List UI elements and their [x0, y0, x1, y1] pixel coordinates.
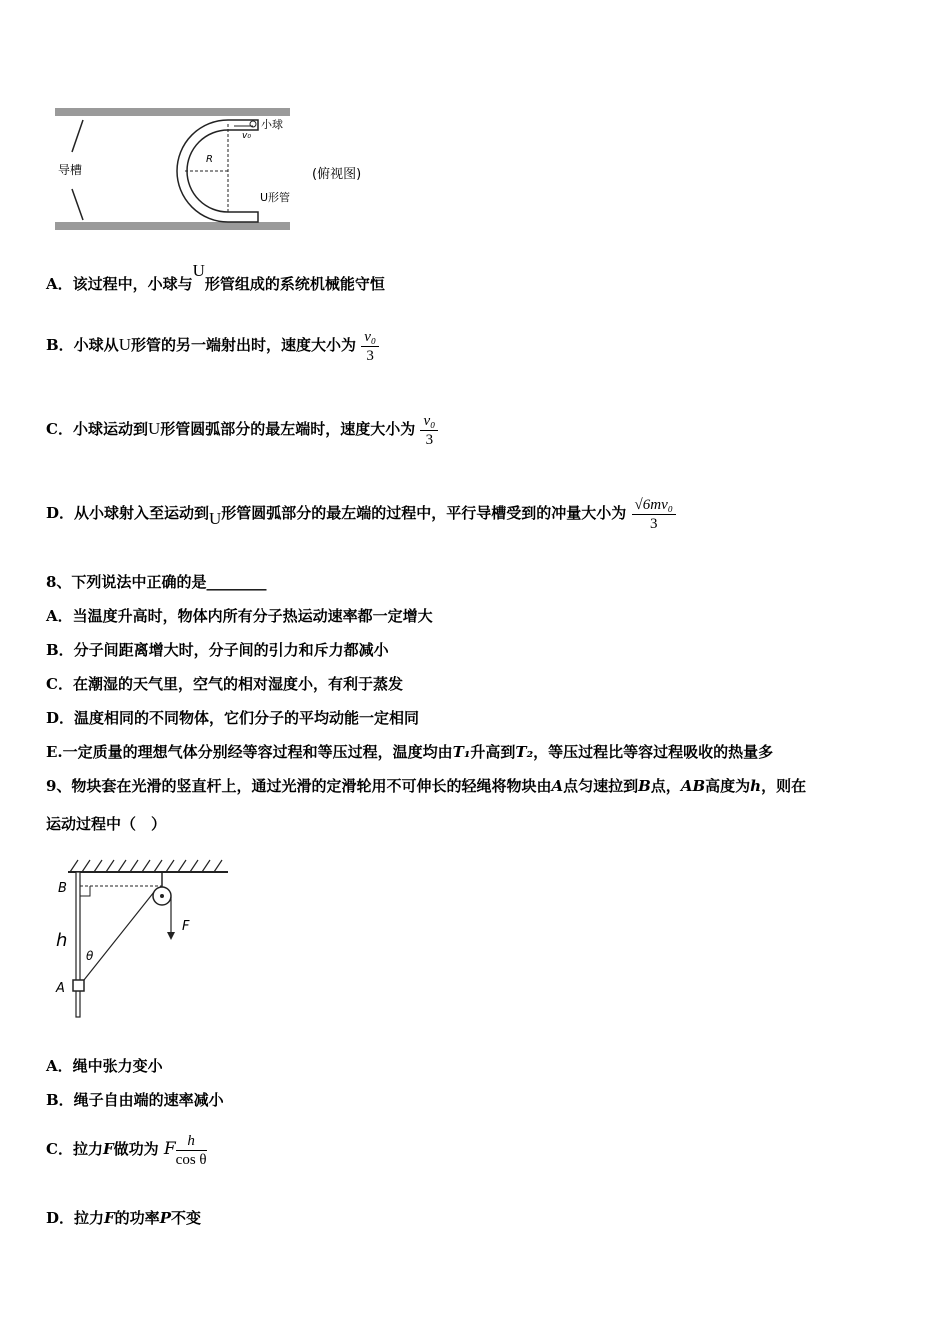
- q8-option-e-text-2: 升高到: [470, 743, 516, 761]
- q9-option-c-f2: F: [163, 1139, 176, 1159]
- groove-top-wall: [55, 108, 290, 116]
- q9-option-c-mid: 做功为: [113, 1140, 159, 1158]
- groove-pointer-upper: [72, 120, 83, 152]
- tube-label: U形管: [260, 191, 291, 204]
- q9-stem-ab: AB: [680, 777, 706, 795]
- groove-bottom-wall: [55, 222, 290, 230]
- q7-option-d-u: U: [209, 509, 222, 528]
- q8-stem: 8、下列说法中正确的是________: [46, 573, 267, 591]
- q9-option-c-prefix: C．拉力: [46, 1140, 103, 1158]
- q9-stem-text-5: ，则在: [761, 777, 807, 795]
- block: [73, 980, 84, 991]
- q7-option-a-suffix: 形管组成的系统机械能守恒: [204, 275, 385, 293]
- q9-option-d-p: P: [159, 1209, 171, 1227]
- q7-option-c-denominator: 3: [425, 431, 434, 448]
- q7-option-b-prefix: B．小球从: [46, 336, 119, 354]
- q9-stem-text-1: 9、物块套在光滑的竖直杆上，通过光滑的定滑轮用不可伸长的轻绳将物块由: [46, 777, 552, 795]
- q8-option-a: A．当温度升高时，物体内所有分子热运动速率都一定增大: [46, 607, 433, 625]
- q9-option-b: B．绳子自由端的速率减小: [46, 1091, 224, 1109]
- q9-stem-text-3: 点，: [650, 777, 681, 795]
- q8-option-e-text-1: E.一定质量的理想气体分别经等容过程和等压过程，温度均由: [46, 743, 453, 761]
- q7-option-b-numerator: v₀: [361, 328, 379, 347]
- q9-option-d: [46, 1208, 201, 1228]
- q8-option-e-t1: T₁: [452, 743, 471, 761]
- rope-incline: [80, 892, 154, 985]
- q8-option-e: [46, 742, 773, 762]
- q8-option-b: B．分子间距离增大时，分子间的引力和斥力都减小: [46, 641, 389, 659]
- q8-option-d: D．温度相同的不同物体，它们分子的平均动能一定相同: [46, 709, 420, 727]
- label-theta: θ: [86, 949, 94, 963]
- q9-option-d-prefix: D．拉力: [46, 1209, 105, 1227]
- q8-option-c: C．在潮湿的天气里，空气的相对湿度小，有利于蒸发: [46, 675, 403, 693]
- q7-option-d-suffix: 形管圆弧部分的最左端的过程中，平行导槽受到的冲量大小为: [221, 504, 627, 522]
- q7-option-d-denominator: 3: [650, 515, 658, 532]
- q7-option-d-numerator: √6mv₀: [632, 496, 676, 515]
- q7-option-c-suffix: 形管圆弧部分的最左端时，速度大小为: [160, 420, 416, 438]
- vertical-rod: [76, 872, 80, 1017]
- q7-option-c-fraction: [420, 412, 438, 449]
- q7-option-c-prefix: C．小球运动到: [46, 420, 148, 438]
- q7-option-b-denominator: 3: [366, 347, 374, 364]
- q9-option-c-denominator: cos θ: [175, 1151, 207, 1168]
- ceiling-hatch: [70, 860, 222, 872]
- q9-stem-text-2: 点匀速拉到: [563, 777, 639, 795]
- q7-option-b-u: U: [118, 335, 131, 354]
- q9-stem-line1: [46, 776, 806, 796]
- label-a: A: [56, 981, 65, 996]
- q7-option-d-prefix: D．从小球射入至运动到: [46, 504, 210, 522]
- q7-option-a-prefix: A．该过程中，小球与: [46, 275, 193, 293]
- q9-stem-text-4: 高度为: [705, 777, 751, 795]
- q7-option-d-fraction: [632, 496, 676, 533]
- q7-option-a: [46, 261, 385, 294]
- view-label: (俯视图): [312, 167, 362, 182]
- radius-label: R: [206, 154, 213, 165]
- velocity-label: v₀: [242, 131, 251, 141]
- q7-option-c-u: U: [147, 419, 161, 438]
- label-f: F: [182, 919, 190, 934]
- q7-option-c-numerator: v₀: [420, 412, 438, 431]
- q9-option-d-suffix: 不变: [170, 1209, 201, 1227]
- q8-option-e-text-3: ，等压过程比等容过程吸收的热量多: [533, 743, 774, 761]
- groove-pointer-lower: [72, 189, 83, 220]
- q9-option-c: [46, 1126, 207, 1172]
- pulley-axle: [160, 894, 164, 898]
- ball-label: 小球: [261, 118, 283, 131]
- q9-stem-a: A: [551, 777, 564, 795]
- q9-stem-b: B: [638, 777, 651, 795]
- pulley-figure: [48, 852, 238, 1022]
- q7-option-b: [46, 322, 379, 368]
- q9-option-d-f: F: [104, 1209, 115, 1227]
- q9-option-a: A．绳中张力变小: [46, 1057, 163, 1075]
- q7-option-a-u: U: [192, 261, 205, 280]
- u-tube-figure: [50, 104, 390, 234]
- q9-option-c-f: F: [102, 1140, 114, 1158]
- q9-stem-h: h: [750, 777, 762, 795]
- q7-option-d: [46, 490, 676, 536]
- label-h: h: [56, 930, 68, 951]
- q7-option-b-fraction: [361, 328, 379, 365]
- q7-option-b-suffix: 形管的另一端射出时，速度大小为: [130, 336, 356, 354]
- q7-option-c: [46, 406, 438, 452]
- q9-option-c-fraction: [176, 1132, 207, 1169]
- right-angle-mark: [80, 886, 90, 896]
- q9-option-c-numerator: h: [176, 1132, 207, 1151]
- q8-option-e-t2: T₂: [515, 743, 534, 761]
- q9-option-d-mid: 的功率: [114, 1209, 160, 1227]
- groove-label: 导槽: [58, 163, 83, 177]
- force-arrowhead: [167, 932, 175, 940]
- label-b: B: [58, 881, 67, 896]
- q9-stem-line2: 运动过程中（ ）: [46, 815, 167, 833]
